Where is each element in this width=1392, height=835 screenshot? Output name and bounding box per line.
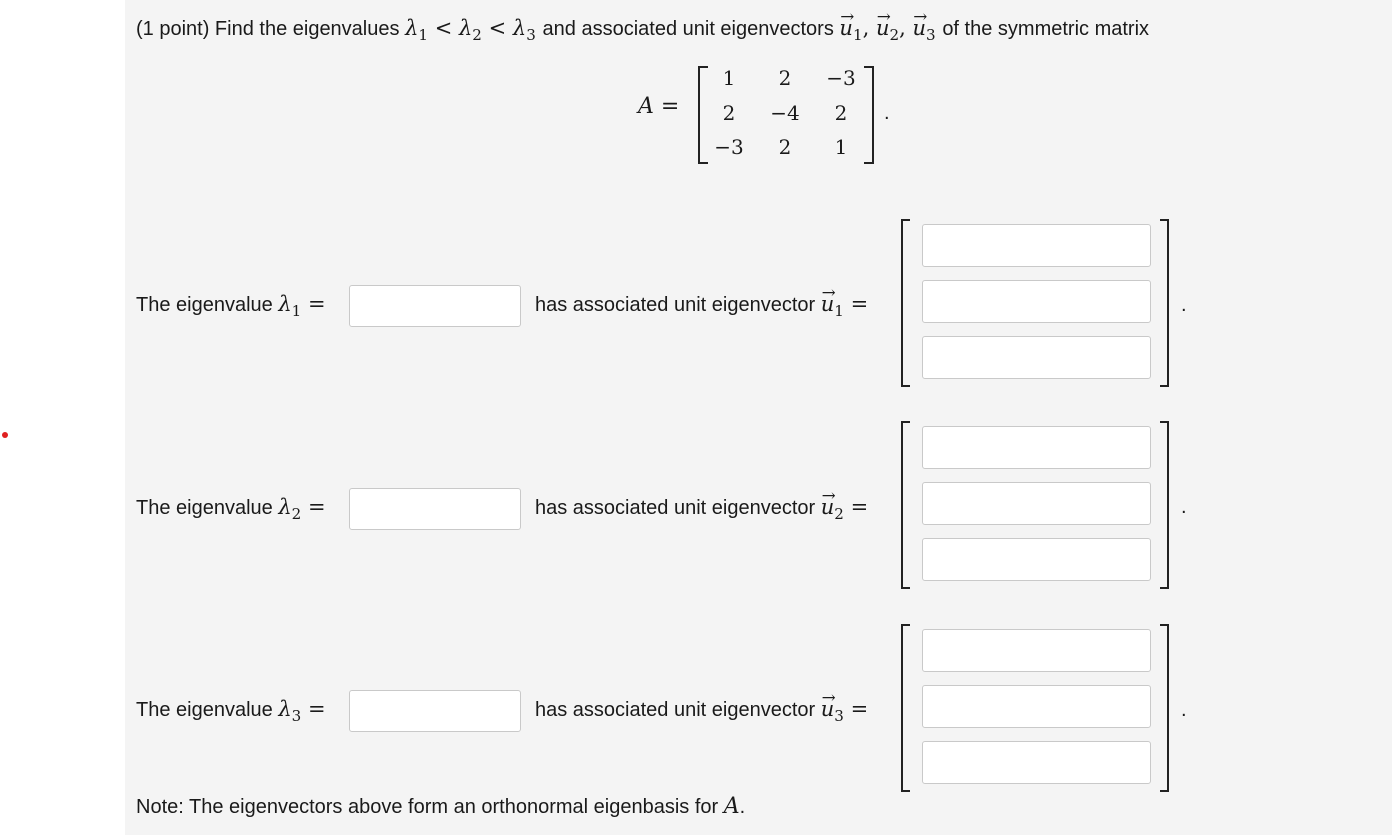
note-text: Note: The eigenvectors above form an orthonormal eigenbasis for A.: [136, 794, 746, 819]
matrix-cell: −3: [826, 66, 856, 90]
vector-right-bracket: [1160, 219, 1169, 387]
vector-right-bracket: [1160, 624, 1169, 792]
eigenvalue-label-2: The eigenvalue $\lambda_2$ =: [136, 495, 326, 524]
eigenvector-3-component-1[interactable]: [922, 629, 1151, 672]
matrix-cell: −4: [770, 101, 800, 125]
eigenvector-1-component-1[interactable]: [922, 224, 1151, 267]
matrix-cell: 2: [834, 101, 848, 125]
eigenvector-list: → $u_1$, → $u_2$, → $u_3$: [839, 16, 942, 40]
matrix-lhs: A =: [638, 94, 680, 119]
eigenvector-2-component-2[interactable]: [922, 482, 1151, 525]
matrix-cell: 1: [834, 135, 848, 159]
vector-period: .: [1181, 496, 1187, 518]
eigenvector-label-1: has associated unit eigenvector → $u_1$ =: [535, 292, 868, 317]
vector-period: .: [1181, 699, 1187, 721]
vector-right-bracket: [1160, 421, 1169, 589]
vector-period: .: [1181, 294, 1187, 316]
vector-left-bracket: [901, 219, 910, 387]
eigenvector-2-component-1[interactable]: [922, 426, 1151, 469]
eigenvalue-input-2[interactable]: [349, 488, 521, 530]
vector-left-bracket: [901, 421, 910, 589]
problem-mid: and associated unit eigenvectors: [542, 18, 834, 40]
problem-statement: [136, 16, 1150, 45]
vector-left-bracket: [901, 624, 910, 792]
eigenvector-1-component-2[interactable]: [922, 280, 1151, 323]
eigenvalue-input-1[interactable]: [349, 285, 521, 327]
problem-intro: (1 point) Find the eigenvalues: [136, 18, 400, 40]
matrix-period: .: [884, 102, 890, 124]
margin-marker: [2, 432, 8, 438]
eigenvalue-input-3[interactable]: [349, 690, 521, 732]
matrix-cell: 2: [778, 135, 792, 159]
eigenvector-1-component-3[interactable]: [922, 336, 1151, 379]
eigenvector-3-component-3[interactable]: [922, 741, 1151, 784]
eigenvector-3-component-2[interactable]: [922, 685, 1151, 728]
eigenvalue-order: $\lambda_1 < \lambda_2 < \lambda_3$: [405, 16, 536, 45]
eigenvalue-label-3: The eigenvalue $\lambda_3$ =: [136, 697, 326, 726]
eigenvector-label-2: has associated unit eigenvector → $u_2$ =: [535, 495, 868, 520]
eigenvalue-label-1: The eigenvalue $\lambda_1$ =: [136, 292, 326, 321]
eigenvector-2-component-3[interactable]: [922, 538, 1151, 581]
matrix-cell: 2: [778, 66, 792, 90]
matrix-cell: 1: [722, 66, 736, 90]
matrix-cell: 2: [722, 101, 736, 125]
problem-end: of the symmetric matrix: [942, 18, 1150, 40]
eigenvector-label-3: has associated unit eigenvector → $u_3$ =: [535, 697, 868, 722]
matrix-cell: −3: [714, 135, 744, 159]
